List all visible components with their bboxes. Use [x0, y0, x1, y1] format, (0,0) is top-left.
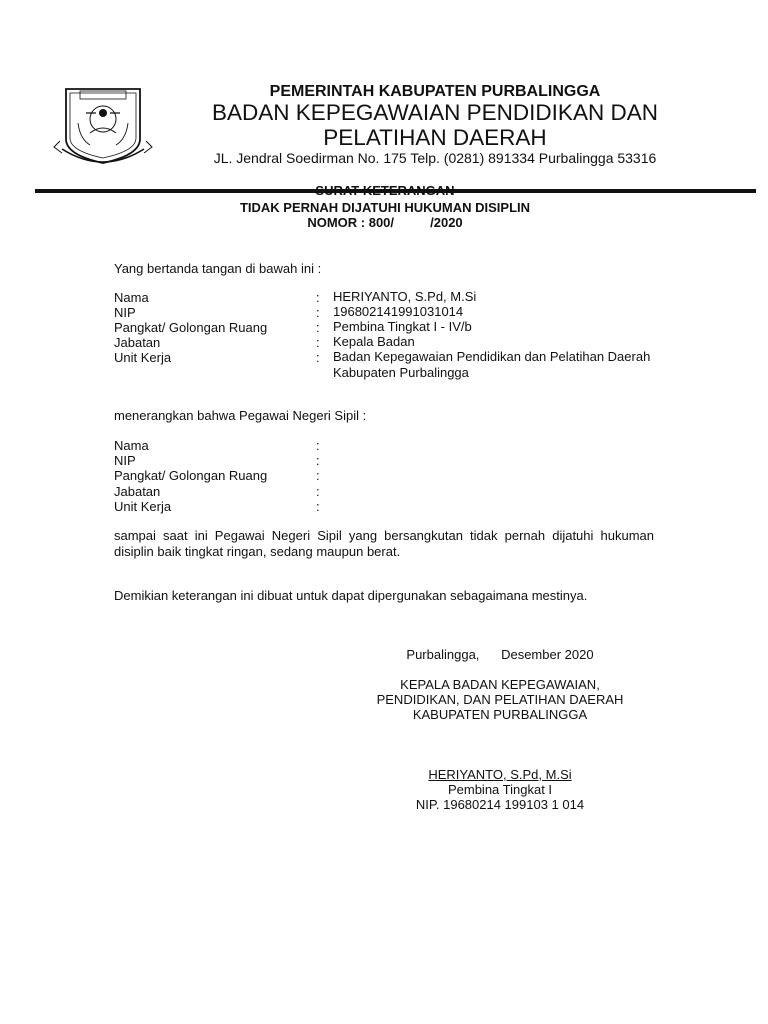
- body-paragraph-1: sampai saat ini Pegawai Negeri Sipil yang bersangkutan tidak pernah dijatuhi hukuman disiplin baik tingkat ringan, sedang maupun berat.: [114, 528, 654, 559]
- signer-position-colon: :: [316, 335, 320, 350]
- letterhead-divider: [35, 189, 756, 193]
- letter-subtitle: TIDAK PERNAH DIJATUHI HUKUMAN DISIPLIN: [239, 200, 531, 215]
- signer-unit-colon: :: [316, 350, 320, 365]
- signer-name-label: Nama: [114, 290, 149, 305]
- government-name: PEMERINTAH KABUPATEN PURBALINGGA: [269, 83, 601, 100]
- signer-name: [340, 767, 660, 783]
- employee-rank-label: Pangkat/ Golongan Ruang: [114, 468, 268, 483]
- signer-position-value: Kepala Badan: [333, 334, 415, 349]
- employee-name-label: Nama: [114, 438, 149, 453]
- employee-nip-label: NIP: [114, 453, 136, 468]
- signer-nip-label: NIP: [114, 305, 136, 320]
- signer-unit-value: Badan Kepegawaian Pendidikan dan Pelatihan Daerah Kabupaten Purbalingga: [333, 349, 651, 380]
- signer-name-value: HERIYANTO, S.Pd, M.Si: [333, 289, 477, 304]
- employee-unit-colon: :: [316, 499, 320, 514]
- signer-name-colon: :: [316, 290, 320, 305]
- employee-rank-colon: :: [316, 468, 320, 483]
- signer-rank: Pembina Tingkat I: [447, 782, 553, 797]
- body-paragraph-2: Demikian keterangan ini dibuat untuk dapat dipergunakan sebagaimana mestinya.: [114, 588, 588, 603]
- agency-name-line2: PELATIHAN DAERAH: [323, 125, 547, 150]
- signer-name-text: HERIYANTO, S.Pd, M.Si: [428, 767, 572, 782]
- signer-nip: NIP. 19680214 199103 1 014: [415, 797, 585, 812]
- signer-position-label: Jabatan: [114, 335, 161, 350]
- signer-rank-label: Pangkat/ Golongan Ruang: [114, 320, 268, 335]
- regency-emblem: [50, 83, 156, 169]
- employee-unit-label: Unit Kerja: [114, 499, 172, 514]
- employee-nip-colon: :: [316, 453, 320, 468]
- signer-rank-value: Pembina Tingkat I - IV/b: [333, 319, 472, 334]
- signer-position-title-1: KEPALA BADAN KEPEGAWAIAN,: [400, 677, 600, 692]
- statement-text: menerangkan bahwa Pegawai Negeri Sipil :: [114, 408, 367, 423]
- letter-number: NOMOR : 800/ /2020: [307, 215, 463, 230]
- employee-position-colon: :: [316, 484, 320, 499]
- signer-unit-label: Unit Kerja: [114, 350, 172, 365]
- agency-address: JL. Jendral Soedirman No. 175 Telp. (0281) 891334 Purbalingga 53316: [213, 150, 657, 166]
- place-date: Purbalingga, Desember 2020: [406, 647, 594, 662]
- employee-name-colon: :: [316, 438, 320, 453]
- signer-nip-colon: :: [316, 305, 320, 320]
- signer-position-title-2: PENDIDIKAN, DAN PELATIHAN DAERAH: [376, 692, 624, 707]
- intro-text: Yang bertanda tangan di bawah ini :: [114, 261, 322, 276]
- signer-position-title-3: KABUPATEN PURBALINGGA: [412, 707, 588, 722]
- emblem-shield-icon: [50, 83, 156, 169]
- employee-position-label: Jabatan: [114, 484, 161, 499]
- signer-rank-colon: :: [316, 320, 320, 335]
- signer-nip-value: 196802141991031014: [333, 304, 464, 319]
- agency-name-line1: BADAN KEPEGAWAIAN PENDIDIKAN DAN: [212, 100, 658, 125]
- agency-name: [180, 100, 690, 150]
